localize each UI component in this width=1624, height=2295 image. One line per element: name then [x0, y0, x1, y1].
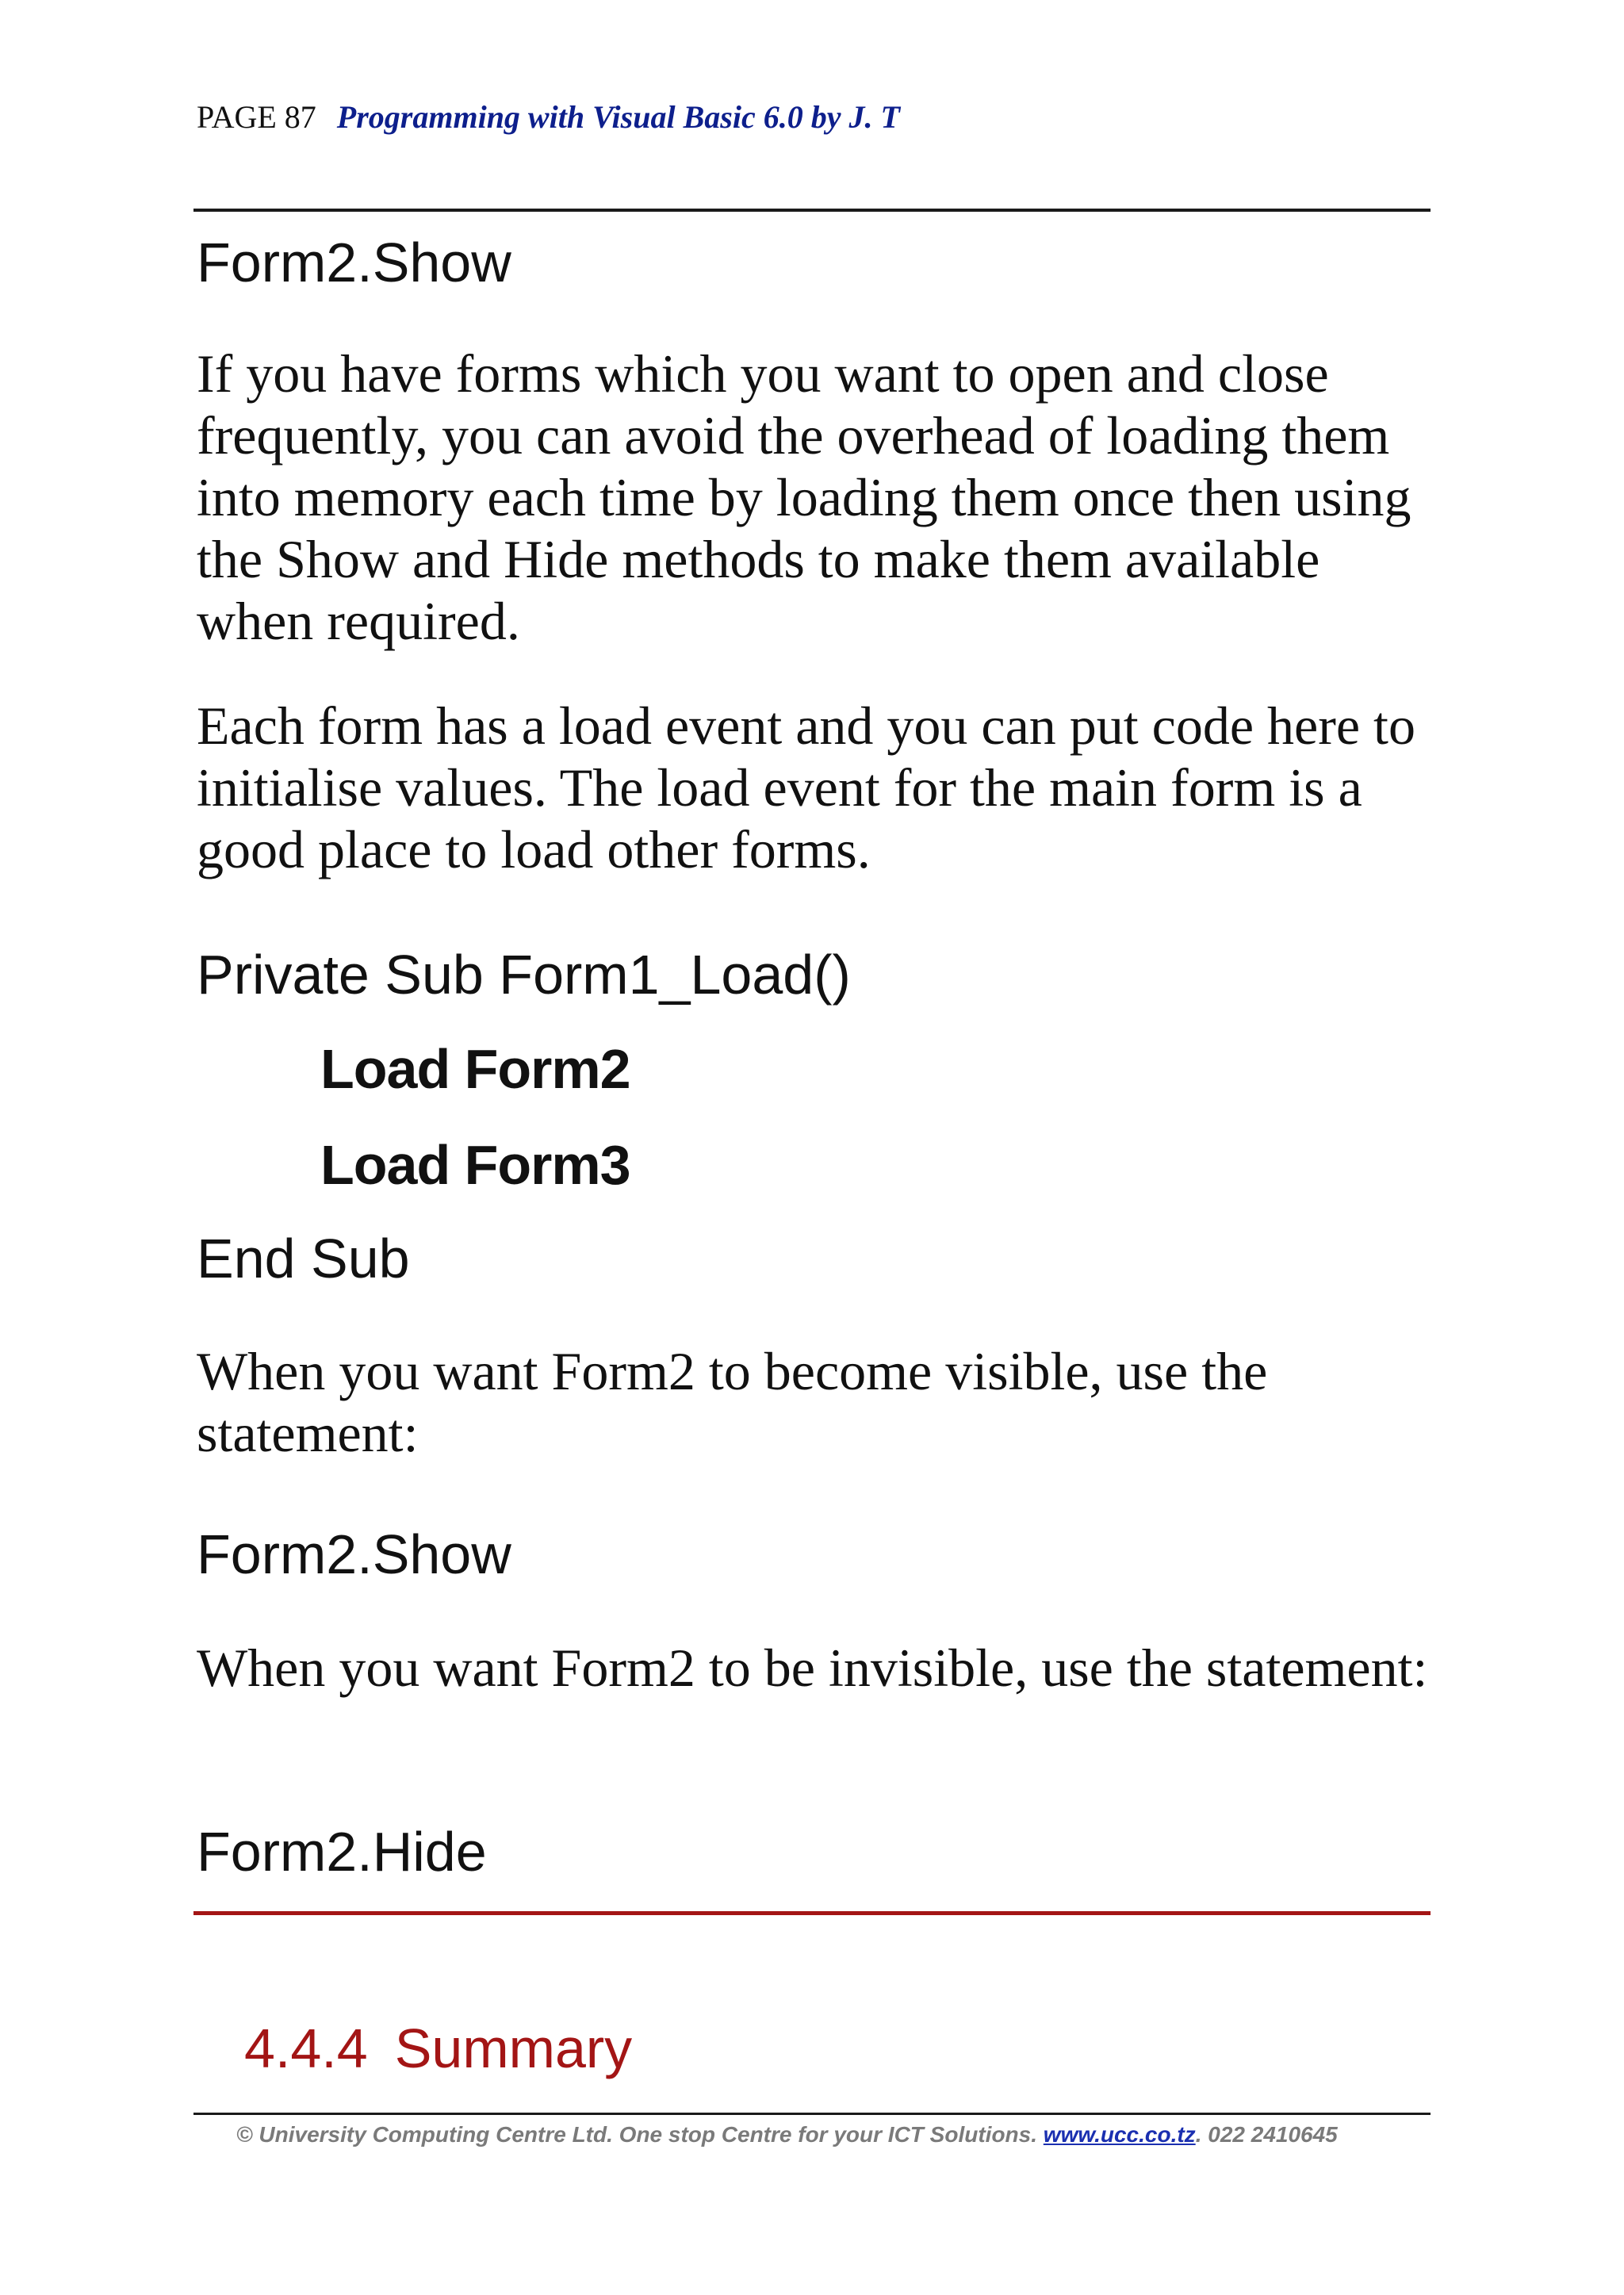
- section-heading: [244, 2017, 633, 2079]
- header-divider: [193, 209, 1431, 212]
- code-form2-hide: Form2.Hide: [197, 1821, 487, 1883]
- book-title: Programming with Visual Basic 6.0 by J. T: [336, 99, 900, 135]
- footer-divider: [193, 2113, 1431, 2115]
- footer-copyright: © University Computing Centre Ltd. One stop Centre for your ICT Solutions.: [236, 2122, 1038, 2147]
- paragraph-visible: When you want Form2 to become visible, use the statement:: [197, 1341, 1268, 1463]
- footer-website-link[interactable]: www.ucc.co.tz: [1043, 2122, 1196, 2147]
- page-footer: [236, 2122, 1338, 2147]
- code-load-form2: Load Form2: [320, 1038, 630, 1100]
- footer-phone: . 022 2410645: [1195, 2122, 1338, 2147]
- code-form2-show: Form2.Show: [197, 232, 511, 293]
- code-sub-end: End Sub: [197, 1228, 410, 1289]
- page-header: [197, 98, 900, 136]
- page-number: PAGE 87: [197, 99, 316, 135]
- code-sub-start: Private Sub Form1_Load(): [197, 944, 851, 1006]
- paragraph-load-event: Each form has a load event and you can put code here to initialise values. The load event for the main form is a good place to load other forms.: [197, 695, 1415, 879]
- paragraph-invisible: When you want Form2 to be invisible, use the statement:: [197, 1638, 1428, 1698]
- section-title: Summary: [394, 2017, 633, 2079]
- code-load-form3: Load Form3: [320, 1134, 630, 1196]
- code-form2-show-2: Form2.Show: [197, 1523, 511, 1585]
- section-number: 4.4.4: [244, 2017, 368, 2079]
- section-divider: [193, 1911, 1431, 1915]
- paragraph-show-hide: If you have forms which you want to open and close frequently, you can avoid the overhead of loading them into memory each time by loading them once then using the Show and Hide methods to make them available when required.: [197, 343, 1411, 651]
